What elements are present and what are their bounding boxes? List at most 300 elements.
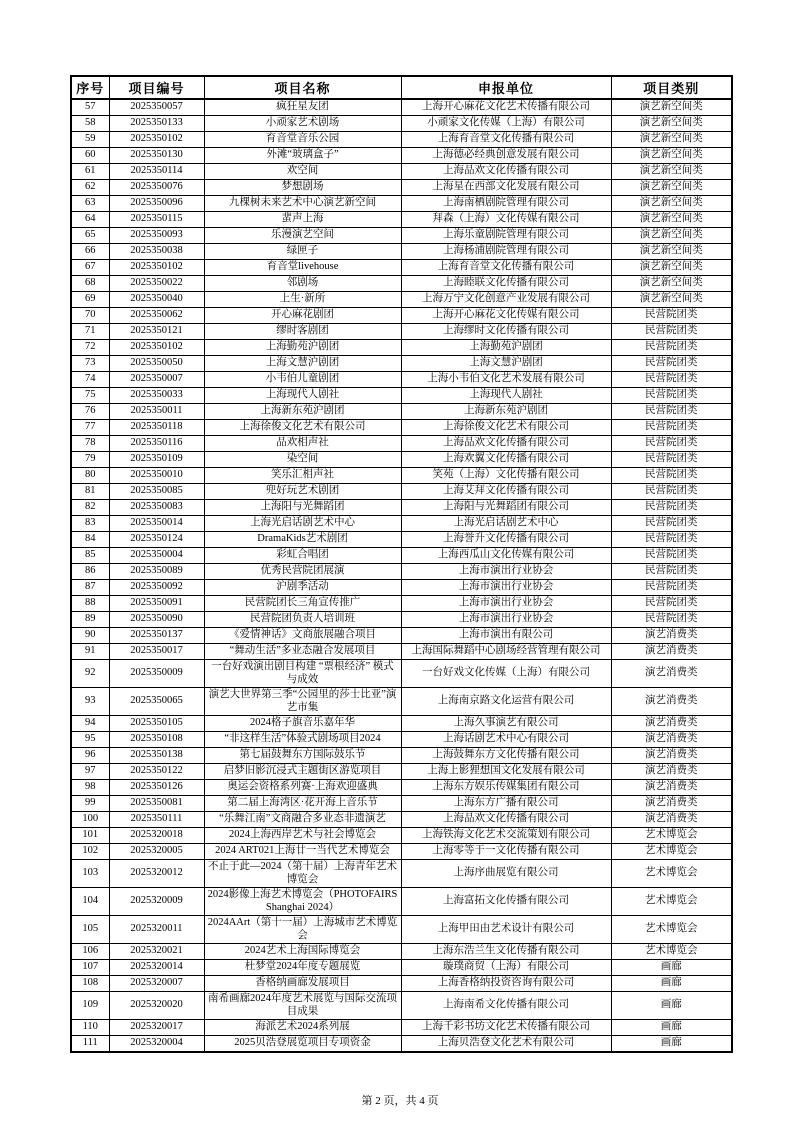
column-header-2: 项目名称 (204, 76, 401, 99)
cell-org: 上海睦联文化传播有限公司 (401, 276, 611, 292)
table-row (71, 580, 732, 596)
cell-org: 上海徐俊文化艺术有限公司 (401, 420, 611, 436)
table-row (71, 564, 732, 580)
cell-name: 上海勤苑沪剧团 (204, 340, 401, 356)
cell-org: 上海育音堂文化传播有限公司 (401, 260, 611, 276)
cell-no: 61 (71, 164, 109, 180)
cell-category: 民营院团类 (611, 612, 732, 628)
table-row (71, 688, 732, 716)
cell-category: 民营院团类 (611, 468, 732, 484)
cell-org: 上海香格纳投资咨询有限公司 (401, 976, 611, 992)
cell-org: 上海市演出行业协会 (401, 564, 611, 580)
cell-name: 2024艺术上海国际博览会 (204, 944, 401, 960)
cell-org: 上海文慧沪剧团 (401, 356, 611, 372)
cell-no: 91 (71, 644, 109, 660)
cell-code: 2025350114 (109, 164, 204, 180)
cell-no: 109 (71, 992, 109, 1020)
cell-no: 59 (71, 132, 109, 148)
cell-category: 演艺新空间类 (611, 132, 732, 148)
cell-code: 2025350081 (109, 796, 204, 812)
table-row (71, 244, 732, 260)
cell-code: 2025350093 (109, 228, 204, 244)
table-row (71, 452, 732, 468)
cell-name: 启梦旧影沉浸式主题街区游览项目 (204, 764, 401, 780)
cell-name: 杜梦堂2024年度专题展览 (204, 960, 401, 976)
table-row (71, 916, 732, 944)
table-row (71, 340, 732, 356)
cell-org: 上海鼓舞东方文化传播有限公司 (401, 748, 611, 764)
cell-no: 106 (71, 944, 109, 960)
cell-org: 上海贝浩登文化艺术有限公司 (401, 1036, 611, 1053)
cell-code: 2025350130 (109, 148, 204, 164)
cell-no: 88 (71, 596, 109, 612)
cell-name: 第七届鼓舞东方国际鼓乐节 (204, 748, 401, 764)
cell-org: 上海市演出行业协会 (401, 580, 611, 596)
table-row (71, 116, 732, 132)
cell-org: 拜森（上海）文化传媒有限公司 (401, 212, 611, 228)
cell-name: 缪时客剧团 (204, 324, 401, 340)
cell-no: 85 (71, 548, 109, 564)
cell-no: 101 (71, 828, 109, 844)
cell-name: 2025贝浩登展览项目专项资金 (204, 1036, 401, 1053)
cell-org: 小顽家文化传媒（上海）有限公司 (401, 116, 611, 132)
table-row (71, 212, 732, 228)
cell-org: 上海市演出行业协会 (401, 596, 611, 612)
cell-category: 民营院团类 (611, 372, 732, 388)
cell-category: 演艺消费类 (611, 780, 732, 796)
cell-org: 上海星在西部文化发展有限公司 (401, 180, 611, 196)
cell-category: 民营院团类 (611, 484, 732, 500)
cell-org: 上海现代人剧社 (401, 388, 611, 404)
cell-name: 蜚声上海 (204, 212, 401, 228)
cell-name: 上海徐俊文化艺术有限公司 (204, 420, 401, 436)
cell-code: 2025350057 (109, 99, 204, 116)
cell-name: 一台好戏演出剧目构建 “票根经济” 模式与成效 (204, 660, 401, 688)
column-header-3: 申报单位 (401, 76, 611, 99)
cell-no: 63 (71, 196, 109, 212)
cell-name: 彩虹合唱团 (204, 548, 401, 564)
cell-category: 演艺消费类 (611, 748, 732, 764)
cell-org: 上海光启话剧艺术中心 (401, 516, 611, 532)
cell-category: 演艺消费类 (611, 644, 732, 660)
cell-name: 不止于此—2024（第十届）上海青年艺术博览会 (204, 860, 401, 888)
cell-org: 上海上影狸想国文化发展有限公司 (401, 764, 611, 780)
cell-org: 上海市演出行业协会 (401, 612, 611, 628)
page-number-footer: 第 2 页，共 4 页 (361, 1095, 439, 1107)
cell-category: 艺术博览会 (611, 844, 732, 860)
table-row (71, 812, 732, 828)
cell-code: 2025320007 (109, 976, 204, 992)
cell-name: 海派艺术2024系列展 (204, 1020, 401, 1036)
table-row (71, 828, 732, 844)
cell-org: 上海阳与光舞蹈团有限公司 (401, 500, 611, 516)
cell-org: 上海话剧艺术中心有限公司 (401, 732, 611, 748)
cell-name: “非这样生活”体验式剧场项目2024 (204, 732, 401, 748)
table-row (71, 132, 732, 148)
cell-code: 2025350033 (109, 388, 204, 404)
cell-category: 艺术博览会 (611, 944, 732, 960)
cell-name: 品欢相声社 (204, 436, 401, 452)
cell-org: 上海缪时文化传播有限公司 (401, 324, 611, 340)
cell-code: 2025350089 (109, 564, 204, 580)
cell-no: 70 (71, 308, 109, 324)
cell-name: 欢空间 (204, 164, 401, 180)
cell-name: 2024格子旗音乐嘉年华 (204, 716, 401, 732)
cell-no: 64 (71, 212, 109, 228)
table-header-row (71, 76, 732, 99)
table-row (71, 356, 732, 372)
cell-code: 2025350109 (109, 452, 204, 468)
cell-code: 2025320014 (109, 960, 204, 976)
table-row (71, 148, 732, 164)
table-row (71, 660, 732, 688)
cell-name: 疯狂星友团 (204, 99, 401, 116)
cell-no: 57 (71, 99, 109, 116)
cell-code: 2025350102 (109, 340, 204, 356)
cell-category: 画廊 (611, 1020, 732, 1036)
cell-code: 2025350115 (109, 212, 204, 228)
cell-org: 上海艾拜文化传播有限公司 (401, 484, 611, 500)
cell-org: 上海育音堂文化传播有限公司 (401, 132, 611, 148)
table-row (71, 404, 732, 420)
table-row (71, 716, 732, 732)
table-row (71, 164, 732, 180)
cell-no: 105 (71, 916, 109, 944)
cell-org: 笑苑（上海）文化传播有限公司 (401, 468, 611, 484)
cell-category: 演艺消费类 (611, 812, 732, 828)
cell-name: 2024 ART021上海廿一当代艺术博览会 (204, 844, 401, 860)
table-row (71, 960, 732, 976)
table-row (71, 324, 732, 340)
cell-category: 演艺新空间类 (611, 148, 732, 164)
cell-code: 2025320017 (109, 1020, 204, 1036)
cell-code: 2025320009 (109, 888, 204, 916)
cell-org: 上海新东苑沪剧团 (401, 404, 611, 420)
cell-org: 上海千彩书坊文化艺术传播有限公司 (401, 1020, 611, 1036)
table-row (71, 796, 732, 812)
cell-org: 上海国际舞蹈中心剧场经营管理有限公司 (401, 644, 611, 660)
cell-no: 71 (71, 324, 109, 340)
cell-no: 100 (71, 812, 109, 828)
cell-category: 民营院团类 (611, 452, 732, 468)
table-row (71, 99, 732, 116)
cell-no: 69 (71, 292, 109, 308)
table-row (71, 944, 732, 960)
cell-code: 2025350076 (109, 180, 204, 196)
cell-category: 民营院团类 (611, 324, 732, 340)
cell-no: 92 (71, 660, 109, 688)
cell-code: 2025320018 (109, 828, 204, 844)
table-row (71, 276, 732, 292)
table-row (71, 548, 732, 564)
cell-no: 111 (71, 1036, 109, 1053)
cell-org: 上海德必经典创意发展有限公司 (401, 148, 611, 164)
cell-name: 外滩“玻璃盒子” (204, 148, 401, 164)
table-row (71, 420, 732, 436)
cell-category: 演艺新空间类 (611, 196, 732, 212)
cell-code: 2025350011 (109, 404, 204, 420)
cell-org: 上海南栖剧院管理有限公司 (401, 196, 611, 212)
cell-no: 96 (71, 748, 109, 764)
cell-code: 2025350102 (109, 260, 204, 276)
cell-code: 2025350124 (109, 532, 204, 548)
cell-no: 107 (71, 960, 109, 976)
cell-code: 2025320012 (109, 860, 204, 888)
cell-category: 民营院团类 (611, 580, 732, 596)
cell-no: 94 (71, 716, 109, 732)
cell-category: 演艺消费类 (611, 764, 732, 780)
table-row (71, 388, 732, 404)
cell-org: 上海南希文化传播有限公司 (401, 992, 611, 1020)
cell-org: 上海西瓜山文化传媒有限公司 (401, 548, 611, 564)
cell-code: 2025350137 (109, 628, 204, 644)
table-row (71, 516, 732, 532)
cell-category: 演艺新空间类 (611, 212, 732, 228)
cell-no: 102 (71, 844, 109, 860)
cell-category: 艺术博览会 (611, 888, 732, 916)
column-header-4: 项目类别 (611, 76, 732, 99)
cell-name: “乐舞江南”文商融合多业态非遗演艺 (204, 812, 401, 828)
cell-code: 2025350121 (109, 324, 204, 340)
cell-org: 上海东浩兰生文化传播有限公司 (401, 944, 611, 960)
cell-no: 75 (71, 388, 109, 404)
cell-no: 68 (71, 276, 109, 292)
cell-code: 2025350092 (109, 580, 204, 596)
cell-name: 上海现代人剧社 (204, 388, 401, 404)
table-row (71, 196, 732, 212)
table-row (71, 532, 732, 548)
cell-name: 《爱情神话》文商旅展融合项目 (204, 628, 401, 644)
cell-no: 74 (71, 372, 109, 388)
cell-category: 演艺消费类 (611, 716, 732, 732)
cell-org: 上海小韦伯文化艺术发展有限公司 (401, 372, 611, 388)
cell-name: 九棵树未来艺术中心演艺新空间 (204, 196, 401, 212)
cell-name: DramaKids艺术剧团 (204, 532, 401, 548)
cell-code: 2025350040 (109, 292, 204, 308)
table-row (71, 436, 732, 452)
cell-category: 演艺消费类 (611, 732, 732, 748)
table-row (71, 628, 732, 644)
cell-org: 璇璞商贸（上海）有限公司 (401, 960, 611, 976)
cell-category: 画廊 (611, 960, 732, 976)
cell-no: 65 (71, 228, 109, 244)
table-row (71, 1020, 732, 1036)
cell-code: 2025350022 (109, 276, 204, 292)
cell-category: 演艺新空间类 (611, 260, 732, 276)
cell-no: 80 (71, 468, 109, 484)
table-row (71, 484, 732, 500)
cell-name: 香格纳画廊发展项目 (204, 976, 401, 992)
cell-category: 演艺新空间类 (611, 292, 732, 308)
cell-name: 优秀民营院团展演 (204, 564, 401, 580)
cell-org: 上海万宁文化创意产业发展有限公司 (401, 292, 611, 308)
cell-name: 2024上海西岸艺术与社会博览会 (204, 828, 401, 844)
cell-org: 上海誉升文化传播有限公司 (401, 532, 611, 548)
cell-category: 民营院团类 (611, 404, 732, 420)
cell-category: 民营院团类 (611, 340, 732, 356)
cell-code: 2025350105 (109, 716, 204, 732)
table-row (71, 764, 732, 780)
cell-name: 染空间 (204, 452, 401, 468)
cell-no: 86 (71, 564, 109, 580)
cell-category: 民营院团类 (611, 564, 732, 580)
cell-code: 2025350102 (109, 132, 204, 148)
cell-name: 演艺大世界第三季“公园里的莎士比亚”演艺市集 (204, 688, 401, 716)
cell-code: 2025350050 (109, 356, 204, 372)
cell-code: 2025350133 (109, 116, 204, 132)
cell-org: 上海市演出有限公司 (401, 628, 611, 644)
cell-no: 93 (71, 688, 109, 716)
cell-org: 上海铁海文化艺术交流策划有限公司 (401, 828, 611, 844)
cell-code: 2025350091 (109, 596, 204, 612)
cell-no: 108 (71, 976, 109, 992)
cell-org: 上海品欢文化传播有限公司 (401, 812, 611, 828)
cell-no: 103 (71, 860, 109, 888)
cell-category: 演艺消费类 (611, 796, 732, 812)
cell-category: 民营院团类 (611, 596, 732, 612)
cell-category: 演艺新空间类 (611, 276, 732, 292)
column-header-1: 项目编号 (109, 76, 204, 99)
cell-name: 上生·新所 (204, 292, 401, 308)
table-row (71, 1036, 732, 1053)
cell-code: 2025350017 (109, 644, 204, 660)
cell-name: 民营院团负责人培训班 (204, 612, 401, 628)
cell-org: 上海勤苑沪剧团 (401, 340, 611, 356)
cell-name: 邻剧场 (204, 276, 401, 292)
cell-name: 2024影像上海艺术博览会（PHOTOFAIRS Shanghai 2024） (204, 888, 401, 916)
cell-name: 奥运会资格系列赛·上海欢迎盛典 (204, 780, 401, 796)
cell-name: 乐漫演艺空间 (204, 228, 401, 244)
cell-code: 2025320011 (109, 916, 204, 944)
cell-code: 2025350038 (109, 244, 204, 260)
cell-code: 2025350111 (109, 812, 204, 828)
cell-code: 2025320004 (109, 1036, 204, 1053)
table-row (71, 992, 732, 1020)
cell-no: 81 (71, 484, 109, 500)
cell-category: 民营院团类 (611, 356, 732, 372)
cell-org: 上海开心麻花文化艺术传播有限公司 (401, 99, 611, 116)
table-row (71, 260, 732, 276)
cell-org: 上海甲田由艺术设计有限公司 (401, 916, 611, 944)
cell-org: 上海开心麻花文化传媒有限公司 (401, 308, 611, 324)
cell-name: 兜好玩艺术剧团 (204, 484, 401, 500)
cell-no: 104 (71, 888, 109, 916)
table-row (71, 860, 732, 888)
table-row (71, 228, 732, 244)
cell-name: 梦想剧场 (204, 180, 401, 196)
cell-org: 上海品欢文化传播有限公司 (401, 436, 611, 452)
cell-code: 2025350007 (109, 372, 204, 388)
table-row (71, 732, 732, 748)
cell-name: 笑乐汇相声社 (204, 468, 401, 484)
cell-no: 62 (71, 180, 109, 196)
table-row (71, 644, 732, 660)
cell-no: 89 (71, 612, 109, 628)
cell-code: 2025320021 (109, 944, 204, 960)
cell-no: 90 (71, 628, 109, 644)
cell-no: 79 (71, 452, 109, 468)
cell-code: 2025320005 (109, 844, 204, 860)
cell-name: 上海文慧沪剧团 (204, 356, 401, 372)
cell-code: 2025350126 (109, 780, 204, 796)
cell-org: 上海南京路文化运营有限公司 (401, 688, 611, 716)
cell-code: 2025350118 (109, 420, 204, 436)
cell-name: 小顽家艺术剧场 (204, 116, 401, 132)
table-row (71, 372, 732, 388)
cell-org: 上海东方娱乐传媒集团有限公司 (401, 780, 611, 796)
cell-category: 民营院团类 (611, 436, 732, 452)
cell-name: 第二届上海湾区·花开海上音乐节 (204, 796, 401, 812)
cell-name: 绿匣子 (204, 244, 401, 260)
cell-no: 73 (71, 356, 109, 372)
table-row (71, 748, 732, 764)
cell-org: 上海品欢文化传播有限公司 (401, 164, 611, 180)
cell-org: 上海序曲展览有限公司 (401, 860, 611, 888)
cell-no: 97 (71, 764, 109, 780)
cell-category: 演艺新空间类 (611, 164, 732, 180)
cell-code: 2025350122 (109, 764, 204, 780)
cell-name: 小韦伯儿童剧团 (204, 372, 401, 388)
cell-code: 2025350083 (109, 500, 204, 516)
cell-code: 2025350014 (109, 516, 204, 532)
cell-name: “舞动生活”多业态融合发展项目 (204, 644, 401, 660)
cell-code: 2025320020 (109, 992, 204, 1020)
cell-no: 98 (71, 780, 109, 796)
cell-code: 2025350065 (109, 688, 204, 716)
table-row (71, 844, 732, 860)
cell-category: 画廊 (611, 992, 732, 1020)
cell-category: 民营院团类 (611, 308, 732, 324)
cell-category: 艺术博览会 (611, 916, 732, 944)
cell-code: 2025350085 (109, 484, 204, 500)
table-row (71, 180, 732, 196)
cell-name: 南希画廊2024年度艺术展览与国际交流项目成果 (204, 992, 401, 1020)
cell-code: 2025350062 (109, 308, 204, 324)
cell-category: 演艺新空间类 (611, 228, 732, 244)
cell-no: 67 (71, 260, 109, 276)
cell-category: 民营院团类 (611, 388, 732, 404)
cell-no: 84 (71, 532, 109, 548)
cell-code: 2025350138 (109, 748, 204, 764)
cell-category: 民营院团类 (611, 420, 732, 436)
cell-category: 艺术博览会 (611, 860, 732, 888)
cell-no: 99 (71, 796, 109, 812)
cell-code: 2025350096 (109, 196, 204, 212)
cell-org: 上海富拓文化传播有限公司 (401, 888, 611, 916)
projects-table (70, 75, 733, 1053)
cell-category: 演艺消费类 (611, 628, 732, 644)
cell-org: 上海东方广播有限公司 (401, 796, 611, 812)
cell-code: 2025350108 (109, 732, 204, 748)
cell-category: 演艺新空间类 (611, 244, 732, 260)
cell-no: 60 (71, 148, 109, 164)
cell-org: 一台好戏文化传媒（上海）有限公司 (401, 660, 611, 688)
cell-org: 上海欢翼文化传播有限公司 (401, 452, 611, 468)
cell-org: 上海乐童剧院管理有限公司 (401, 228, 611, 244)
cell-category: 演艺消费类 (611, 688, 732, 716)
cell-name: 育音堂livehouse (204, 260, 401, 276)
table-row (71, 888, 732, 916)
cell-category: 演艺新空间类 (611, 99, 732, 116)
cell-category: 演艺消费类 (611, 660, 732, 688)
table-row (71, 292, 732, 308)
cell-category: 演艺新空间类 (611, 116, 732, 132)
cell-no: 83 (71, 516, 109, 532)
cell-code: 2025350116 (109, 436, 204, 452)
cell-no: 87 (71, 580, 109, 596)
cell-no: 78 (71, 436, 109, 452)
cell-name: 沪剧季活动 (204, 580, 401, 596)
